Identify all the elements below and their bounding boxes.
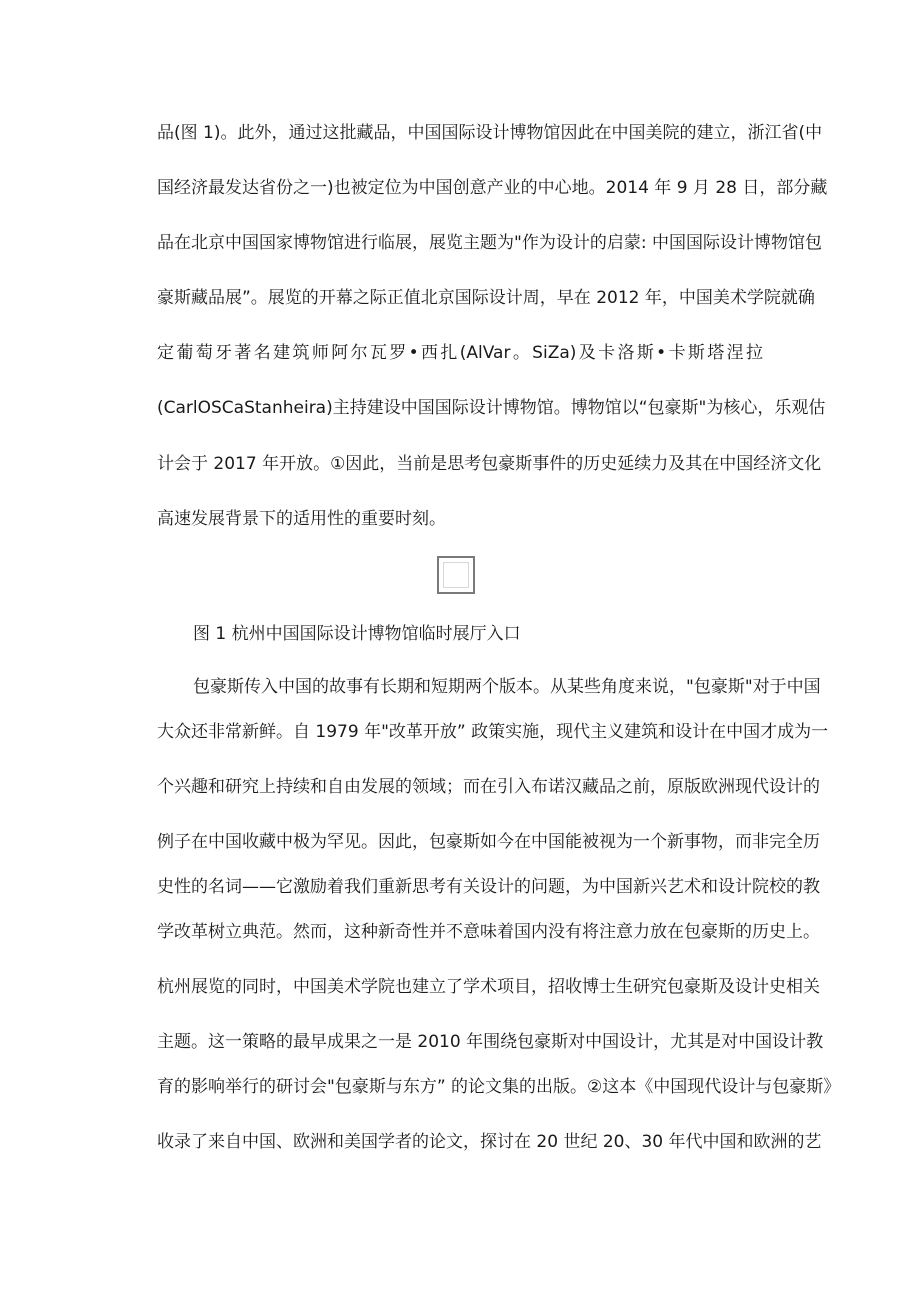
text-line: 计会于 2017 年开放。①因此，当前是思考包豪斯事件的历史延续力及其在中国经济文化 — [157, 454, 822, 474]
text-line: 育的影响举行的研讨会"包豪斯与东方” 的论文集的出版。②这本《中国现代设计与包豪斯》 — [157, 1077, 841, 1097]
text-line: 定葡萄牙著名建筑师阿尔瓦罗•西扎(AlVar。SiZa)及卡洛斯•卡斯塔涅拉 — [157, 343, 763, 363]
figure-image-frame — [443, 562, 469, 588]
text-line: 例子在中国收藏中极为罕见。因此，包豪斯如今在中国能被视为一个新事物，而非完全历 — [157, 832, 820, 852]
text-line: 大众还非常新鲜。自 1979 年"改革开放” 政策实施，现代主义建筑和设计在中国才成为一 — [157, 722, 829, 742]
text-line: (CarlOSCaStanheira)主持建设中国国际设计博物馆。博物馆以“包豪斯"为核心，乐观估 — [157, 398, 826, 418]
text-line: 个兴趣和研究上持续和自由发展的领域；而在引入布诺汉藏品之前，原版欧洲现代设计的 — [157, 777, 820, 797]
figure-image-placeholder — [437, 556, 475, 594]
text-line: 高速发展背景下的适用性的重要时刻。 — [157, 509, 446, 529]
text-line: 品(图 1)。此外，通过这批藏品，中国国际设计博物馆因此在中国美院的建立，浙江省(中 — [157, 123, 823, 143]
text-line: 品在北京中国国家博物馆进行临展，展览主题为"作为设计的启蒙: 中国国际设计博物馆包 — [157, 233, 822, 253]
text-line: 豪斯藏品展”。展览的开幕之际正值北京国际设计周，早在 2012 年，中国美术学院就确 — [157, 288, 815, 308]
text-line: 学改革树立典范。然而，这种新奇性并不意味着国内没有将注意力放在包豪斯的历史上。 — [157, 922, 820, 942]
text-line: 收录了来自中国、欧洲和美国学者的论文，探讨在 20 世纪 20、30 年代中国和欧洲的艺 — [157, 1132, 822, 1152]
text-line: 史性的名词——它激励着我们重新思考有关设计的问题，为中国新兴艺术和设计院校的教 — [157, 877, 820, 897]
text-line: 包豪斯传入中国的故事有长期和短期两个版本。从某些角度来说，"包豪斯"对于中国 — [193, 677, 821, 697]
text-line: 国经济最发达省份之一)也被定位为中国创意产业的中心地。2014 年 9 月 28 日，部分藏 — [157, 178, 828, 198]
text-line: 主题。这一策略的最早成果之一是 2010 年围绕包豪斯对中国设计，尤其是对中国设计教 — [157, 1032, 824, 1052]
text-line: 杭州展览的同时，中国美术学院也建立了学术项目，招收博士生研究包豪斯及设计史相关 — [157, 977, 820, 997]
figure-caption: 图 1 杭州中国国际设计博物馆临时展厅入口 — [193, 624, 521, 644]
